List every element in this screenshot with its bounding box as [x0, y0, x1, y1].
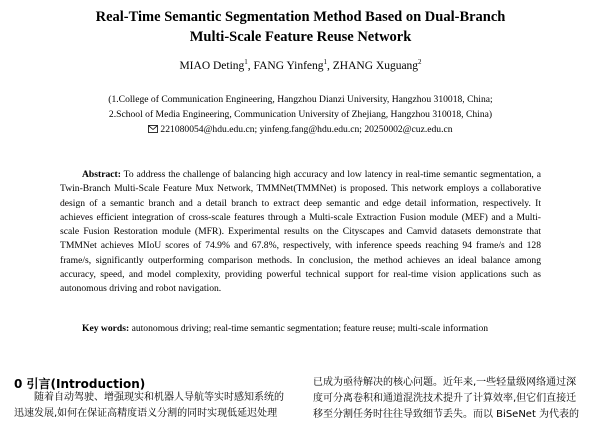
keywords-label: Key words: — [82, 323, 130, 334]
author-affiliation-mark: 1 — [323, 58, 328, 66]
paper-title-line-1: Real-Time Semantic Segmentation Method Based on Dual-Branch — [95, 9, 506, 25]
keywords — [82, 322, 541, 336]
body-text-left-line: 迅速发展,如何在保证高精度语义分割的同时实现低延迟处理 — [14, 408, 278, 419]
author-affiliation-mark: 1 — [244, 58, 248, 66]
abstract — [60, 168, 541, 297]
body-text-right-line: 已成为亟待解决的核心问题。近年来,一些轻量级网络通过深 — [313, 377, 577, 388]
body-text-right-line: 度可分离卷积和通道混洗技术提升了计算效率,但它们直接迁 — [313, 393, 577, 404]
section-heading: 0 引言(Introduction) — [14, 377, 146, 391]
abstract-label: Abstract: — [82, 169, 121, 180]
affiliation-line-2: 2.School of Media Engineering, Communication University of Zhejiang, Hangzhou 310018, China) — [108, 109, 493, 120]
keywords-text: autonomous driving; real-time semantic segmentation; feature reuse; multi-scale information — [131, 323, 489, 334]
abstract-text: To address the challenge of balancing high accuracy and low latency in real-time semantic segmentation, a Twin-Branch Multi-Scale Feature Mux Network, TMMNet(TMMNet) is proposed. This network employs a collaborative design of a semantic branch and a detail branch to extract deep semantic and edge detail information, respectively. It achieves efficient integration of cross-scale features through a Multi-scale Extraction Fusion module (MEF) and a Multi-scale Fusion Restoration module (MFR). Experimental results on the Cityscapes and Camvid datasets demonstrate that TMMNet achieves MIoU scores of 74.9% and 67.8%, respectively, with inference speeds reaching 94 frame/s and 128 frame/s, significantly outperforming comparison methods. In conclusion, the method achieves an ideal balance among accuracy, speed, and model complexity, providing powerful technical support for real-time vision applications such as autonomous driving and robot navigation. — [60, 169, 541, 295]
paper-title-line-2: Multi-Scale Feature Reuse Network — [189, 29, 412, 45]
email-addresses: 221080054@hdu.edu.cn; yinfeng.fang@hdu.edu.cn; 20250002@cuz.edu.cn — [160, 124, 453, 135]
body-text-right-line: 移至分割任务时往往导致细节丢失。而以 BiSeNet 为代表的 — [313, 409, 580, 420]
body-text-left-line: 随着自动驾驶、增强现实和机器人导航等实时感知系统的 — [34, 392, 284, 403]
author-name: ZHANG Xuguang — [332, 59, 419, 72]
author-list: MIAO Deting$^1$, FANG Yinfeng$^1$, ZHANG Xuguang$^2$ — [179, 58, 422, 72]
author-name: FANG Yinfeng — [253, 59, 324, 72]
affiliation-line-1: (1.College of Communication Engineering, Hangzhou Dianzi University, Hangzhou 310018, China; — [108, 94, 493, 105]
author-name: MIAO Deting — [179, 59, 245, 72]
author-affiliation-mark: 2 — [418, 58, 422, 66]
email-line — [0, 124, 601, 136]
mail-icon — [148, 125, 158, 133]
